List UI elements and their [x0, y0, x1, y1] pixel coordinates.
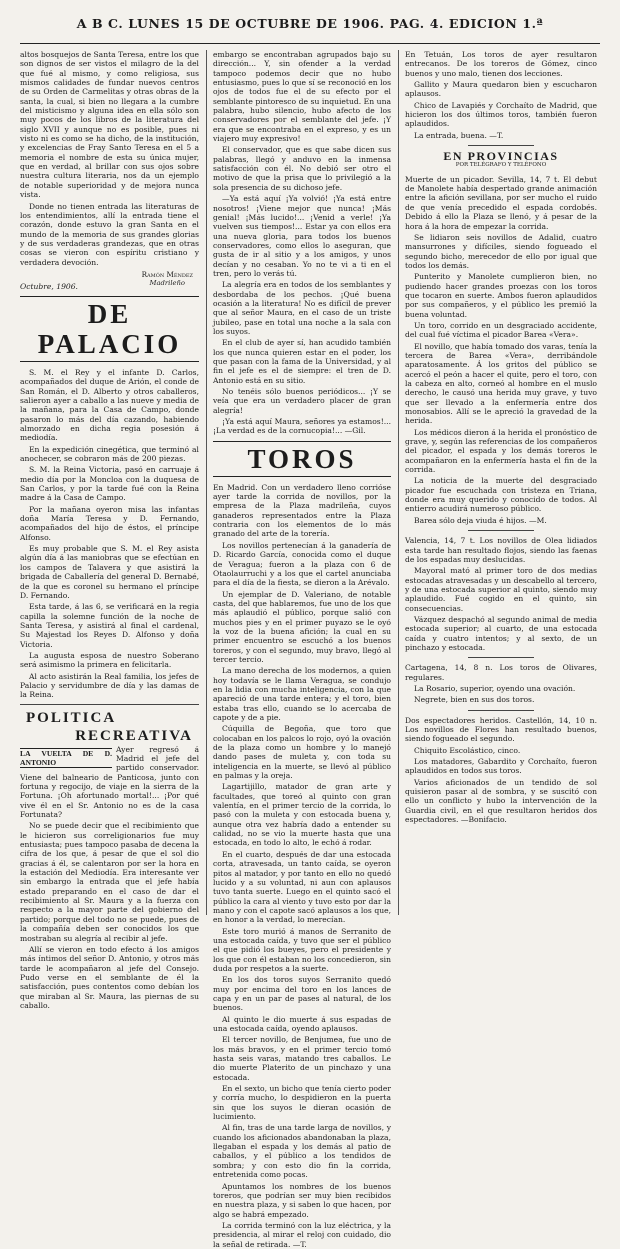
article-lead	[20, 746, 112, 768]
paragraph: En el club de ayer sí, han acudido también los que nunca quieren estar en el poder, los que pasan con la fama de la Universidad, y al fin el jefe es el de siempre: el tren de D. Antonio está en su sitio.	[213, 338, 391, 385]
paragraph: Vázquez despachó al segundo animal de media estocada superior; al cuarto, de una estocada caída y cuatro intentos; y al sexto, de un pinchazo y estocada.	[405, 614, 597, 652]
column-1	[20, 50, 199, 1010]
paragraph: En el cuarto, después de dar una estocada corta, atravesada, un tanto caída, se oyeron pitos al matador, y por tanto en ello no quedó lucido y a su voluntad, ni aun con aplausos tuvo tanta suerte. Luego en el quinto sacó el público la cara al viento y tuvo esto por dar la mano y con el capote sacó aplausos a los que, en honor a la verdad, lo merecían.	[213, 849, 391, 925]
paragraph: En Madrid. Con un verdadero lleno corrióse ayer tarde la corrida de novillos, por la empresa de la Plaza madrileña, cuyos ganaderos representados entre la Plaza contraria con los elementos de lo más granado del arte de la torería.	[213, 482, 391, 539]
paragraph: Ayer regresó á Madrid el jefe del partido conservador. Viene del balneario de Panticosa, junto con fortuna y regocijo, de viaje en la sierra de la Fortuna. ¡Oh afortunado mortal!... ¡Por qué vive él en el Sr. Antonio no es de la casa Fortunata?	[20, 744, 199, 820]
section-title-provincias: EN PROVINCIAS	[443, 149, 559, 164]
column-3	[405, 50, 597, 915]
section-subtitle: POR TELÉGRAFO Y TELÉFONO	[455, 162, 547, 169]
paragraph: La corrida terminó con la luz eléctrica, y la presidencia, al mirar el reloj con cuidado, dio la señal de retirada. —T.	[213, 1220, 391, 1249]
paragraph: Allí se vieron en todo efecto á los amigos más íntimos del señor D. Antonio, y otros más tarde le acompañaron al jefe del Consejo. Pudo verse en el semblante de él la satisfacción, pues contentos como debían los que miraban al Sr. Maura, las piernas de su caballo.	[20, 944, 199, 1010]
paragraph: Un ejemplar de D. Valeriano, de notable casta, del que hablaremos, fue uno de los que más aplaudió el público, porque salió con muchos pies y en el primer puyazo se le oyó la voz de la buena afición; la cual en su primer encuentro se escuchó a los buenos toreros, y con el segundo, muy bravo, llegó al tercer tercio.	[213, 589, 391, 664]
paragraph: La Rosario, superior, oyendo una ovación.	[414, 683, 576, 693]
paragraph: En Tetuán, Los toros de ayer resultaron entrecanos. De los toreros de Gómez, cinco buenos y uno malo, tienen dos lecciones.	[405, 50, 597, 78]
paragraph: Un toro, corrido en un desgraciado accidente, del cual fué víctima el picador Barea «Vera».	[405, 320, 597, 340]
paragraph: Lagartijillo, matador de gran arte y facultades, que toreó al quinto con gran valentía, en el primer tercio de la corrida, lo pasó con la muleta y con estocada buena y, aunque otra vez habría dado a entender su calidad, no se vio la muerte hasta que una estocada, en todo lo alto, le echó á rodar.	[213, 782, 391, 848]
paragraph: Cartagena, 14, 8 n. Los toros de Olivares, regulares.	[405, 663, 597, 682]
divider	[468, 710, 533, 711]
paragraph: —Ya está aquí ¡Ya volvió! ¡Ya está entre nosotros! ¡Viene mejor que nunca! ¡Más genial! ¡Más lucido!... ¡Venid a verle! ¡Ya vuelven sus tiempos!... Estar ya con ellos era una nueva gloria, para todos los buenos conservadores, como ellos lo aseguran, que gusta de ir al sitio y a los amigos, y unos decían y no cesaban. Yo no te vi a ti en el tren, pero lo verás tú.	[213, 194, 391, 278]
paragraph: Dos espectadores heridos. Castellón, 14, 10 n. Los novillos de Flores han resultado buenos, siendo fogueado el segundo.	[405, 715, 597, 744]
author-signature: Ramón Méndez	[141, 269, 193, 279]
paragraph: Se lidiaron seis novillos de Adalid, cuatro mansurrones y difíciles, siendo fogueado el segundo bicho, merecedor de ello por igual que todos los demás.	[405, 232, 597, 270]
paragraph: Barea sólo deja viuda é hijos. —M.	[414, 515, 547, 525]
paragraph: Gallito y Maura quedaron bien y escucharon aplausos.	[405, 80, 597, 99]
paragraph: Valencia, 14, 7 t. Los novillos de Olea lidiados esta tarde han resultado flojos, siendo las faenas de los espadas muy deslucidas.	[405, 536, 597, 564]
column-rule	[398, 50, 399, 915]
paragraph: Esta tarde, á las 6, se verificará en la regia capilla la solemne función de la noche de Santa Teresa, y asistirá al final el cardenal, Su Majestad los Reyes D. Alfonso y doña Victoria.	[20, 602, 199, 649]
paragraph: Chiquito Escolástico, cinco.	[414, 745, 521, 755]
paragraph: S. M. el Rey y el infante D. Carlos, acompañados del duque de Arión, el conde de San Román, el D. Alberto y otros caballeros, salieron ayer a caballo a las nueve y media de la mañana, para la Casa de Campo, donde pasaron lo más del día cazando, habiendo almorzado en dicha regia posesión á mediodía.	[20, 367, 199, 443]
paragraph: La augusta esposa de nuestro Soberano será asimismo la primera en felicitarla.	[20, 650, 199, 670]
paragraph: Al fin, tras de una tarde larga de novillos, y cuando los aficionados abandonaban la plaza, llegaban el espada y los demás al patio de caballos, y el público a los tendidos de sombra; y con esto dio fin la corrida, entretenida como pocas.	[213, 1123, 391, 1180]
paragraph: Es muy probable que S. M. el Rey asista algún día á las maniobras que se efectúan en los campos de Talavera y que asistirá la brigada de Caballería del general D. Bernabé, de la que es coronel su hermano el príncipe D. Fernando.	[20, 544, 199, 600]
paragraph: La noticia de la muerte del desgraciado picador fue escuchada con tristeza en Triana, donde era muy querido y conocido de todos. Al entierro acudirá numeroso público.	[405, 476, 597, 514]
page-header: A B C. LUNES 15 DE OCTUBRE DE 1906. PAG. 4. EDICION 1.ª	[20, 4, 600, 44]
column-2	[213, 50, 391, 1249]
divider	[468, 145, 533, 146]
paragraph: Este toro murió á manos de Serranito de una estocada caída, y tuvo que ser el público el que pidió los bueyes, pero el presidente y los que con él estaban no los concedieron, sin duda por respetos a la suerte.	[213, 926, 391, 973]
paragraph: Negrete, bien en sus dos toros.	[414, 695, 535, 705]
paragraph: No se puede decir que el recibimiento que le hicieron sus correligionarios fue muy entusiasta; pues tampoco pasaba de decena la cifra de los que, á pesar de que el sol dio gracias á él, se calentaron por ser la hora en la estación del Mediodía. Era interesante ver sin embargo la entrada que el jefe había estado preparando en el caso de dar el recibimiento al Sr. Maura y a la fuerza con respecto a la mayor parte del gobierno del partido; porque del todo no se puede, pues de la compañía deben ser conocidos los que mostraban su alegría al recibir al jefe.	[20, 821, 199, 943]
paragraph: Apuntamos los nombres de los buenos toreros, que podrían ser muy bien recibidos en nuestra plaza, y si saben lo que hacen, por algo se habrá empezado.	[213, 1181, 391, 1219]
paragraph: La entrada, buena. —T.	[414, 130, 504, 140]
paragraph: ¡Ya está aquí Maura, señores ya estamos!... ¡La verdad es de la cornucopia!... —Gil.	[213, 417, 391, 436]
paragraph: El tercer novillo, de Benjumea, fue uno de los más bravos, y en el primer tercio tomó hasta seis varas, matando tres caballos. Le dio muerte Platerito de un pinchazo y una estocada.	[213, 1035, 391, 1082]
paragraph: Punterito y Manolete cumplieron bien, no pudiendo hacer grandes proezas con los toros que tocaron en suerte. Ambos fueron aplaudidos por sus compañeros, y el público les premió la buena voluntad.	[405, 272, 597, 319]
paragraph: Los médicos dieron á la herida el pronóstico de grave, y, según las referencias de los compañeros del picador, el espada y los demás toreros le acompañaron en la enfermería hasta el fin de la corrida.	[405, 427, 597, 475]
paragraph: En el sexto, un bicho que tenía cierto poder y corría mucho, lo despidieron en la puerta sin que los suyos le dieran ocasión de lucimiento.	[213, 1084, 391, 1122]
paragraph: Al acto asistirán la Real familia, los jefes de Palacio y servidumbre de día y las damas de la Reina.	[20, 671, 199, 700]
divider	[468, 530, 533, 531]
section-title-toros: TOROS	[213, 441, 391, 477]
paragraph: Al quinto le dio muerte á sus espadas de una estocada caída, oyendo aplausos.	[213, 1014, 391, 1033]
paragraph: Chico de Lavapiés y Corchaíto de Madrid, que hicieron los dos últimos toros, también fueron aplaudidos.	[405, 100, 597, 129]
paragraph: Mayoral mató al primer toro de dos medias estocadas atravesadas y un descabello al tercero, y de una estocada superior al quinto, siendo muy aplaudido. Fué cogido en el quinto, sin consecuencias.	[405, 566, 597, 613]
paragraph: embargo se encontraban agrupados bajo su dirección... Y, sin ofender a la verdad tampoco podemos decir que no hubo entusiasmo, pues lo que sí se reconoció en los ojos de todos fue el de su efecto por el semblante pintoresco de su inquietud. En una palabra, hubo silencio, hubo afecto de los conservadores por el semblante del jefe. ¡Y era que se encontraba en el expreso, y es un viajero muy expresivo!	[213, 50, 391, 144]
paragraph: Muerte de un picador. Sevilla, 14, 7 t. El debut de Manolete había despertado grande animación entre la afición sevillana, por ser mucho el ruido de que venía precedido el espada cordobés. Debido á ello la Plaza se llenó, y á pesar de la hora á la hora de empezar la corrida.	[405, 174, 597, 231]
column-rule	[206, 50, 207, 915]
paragraph: En los dos toros suyos Serranito quedó muy por encima del toro en los lances de capa y en un par de pases al natural, de los buenos.	[213, 975, 391, 1013]
divider	[468, 657, 533, 658]
article-lead-text: LA VUELTA DE D. ANTONIO	[20, 748, 112, 767]
paragraph: El conservador, que es que sabe dicen sus palabras, llegó y anduvo en la inmensa satisfacción con él. No debió ser otro el motivo de que la prisa que lo privilegió a la sola presencia de su dichoso jefe.	[213, 145, 391, 192]
paragraph: Los matadores, Gabardito y Corchaíto, fueron aplaudidos en todos sus toros.	[405, 757, 597, 776]
paragraph: Donde no tienen entrada las literaturas de los entendimientos, allí la entrada tiene el corazón, donde estuvo la gran Santa en el mundo de la memoria de sus grandes glorias y de sus verdaderas grandezas, que en otras cosas se vieron con espíritu cristiano y verdadera devoción.	[20, 201, 199, 267]
section-title-recreativa: RECREATIVA	[75, 727, 193, 744]
paragraph: Cúquilla de Begoña, que toro que colocaban en los palcos lo rojo, oyó la ovación de la plaza como un hombre y lo manejó dando pases de muleta y, con toda su inteligencia en la muerte, se llevó al público en palmas y la oreja.	[213, 724, 391, 781]
author-role: Madrileño	[149, 279, 185, 288]
section-title-politica: POLITICA	[26, 709, 117, 726]
paragraph: Los novillos pertenecían á la ganadería de D. Ricardo García, conocida como el duque de Veragua; fueron a la plaza con 6 de Otaolaurruchi y a los que el cartel anunciaba para el día de la fiesta, se dieron a la Arévalo.	[213, 540, 391, 588]
paragraph: altos bosquejos de Santa Teresa, entre los que son dignos de ser vistos el milagro de la del que fué al mismo, y como religiosa, sus mismos calidades de fundar nuevos centros de su Orden de Carmelitas y otras obras de la santa, la cual, si bien no llegara a la cumbre del misticismo y alguna idea en ella sólo son muy pocos de los libros de la literatura del siglo XVII y aunque no es posible, pues ni visto ni es como se ha dicho, de la institución, y excelencias de Fray Santo Teresa en el 5 a memoria el nombre de esta su única mujer, que en verdad, al brillar con sus ojos sobre nuestra cultura literaria, nos da un ejemplo de notable superioridad y de mejora nunca vista.	[20, 50, 199, 200]
paragraph: No tenéis sólo buenos periódicos... ¡Y se veía que era un verdadero placer de gran alegría!	[213, 387, 391, 415]
paragraph: Por la mañana oyeron misa las infantas doña María Teresa y D. Fernando, acompañados del hijo de éstos, el príncipe Alfonso.	[20, 504, 199, 542]
paragraph: La mano derecha de los modernos, a quien hoy todavía se le llama Veragua, se condujo en la lidia con mucha inteligencia, con la que apareció de una tarde entera; y el toro, bien estaba tras ello, cuando se lo acercaba de capote y de a pie.	[213, 666, 391, 722]
paragraph: En la expedición cinegética, que terminó al anochecer, se cobraron más de 200 piezas.	[20, 444, 199, 464]
paragraph: S. M. la Reina Victoria, pasó en carruaje á medio día por la Moncloa con la duquesa de San Carlos, y por la tarde fué con la Reina madre á la Casa de Campo.	[20, 465, 199, 503]
divider	[20, 704, 199, 705]
article-date: Octubre, 1906.	[20, 281, 78, 291]
paragraph: La alegría era en todos de los semblantes y desbordaba de los pechos. ¡Qué buena ocasión a la literatura! No es difícil de prever que al señor Maura, en el caso de un triste jubileo, pase en total una noche a la sala con los suyos.	[213, 280, 391, 336]
paragraph: El novillo, que había tomado dos varas, tenía la tercera de Barea «Vera», derribándole aparatosamente. Á los gritos del público se acercó el peón a hacer el quite, pero el toro, con la cabeza en alto, corneó al hombre en el muslo derecho, le causó una herida muy grave, y tuvo que ser llevado a la enfermería entre dos monosabios. Allí se le apreció la gravedad de la herida.	[405, 341, 597, 426]
section-title-palacio: DE PALACIO	[20, 296, 199, 362]
paragraph: Varios aficionados de un tendido de sol quisieron pasar al de sombra, y se suscitó con ello un conflicto y hubo la intervención de la Guardia civil, en el que resultaron heridos dos espectadores. —Bonifacio.	[405, 777, 597, 825]
